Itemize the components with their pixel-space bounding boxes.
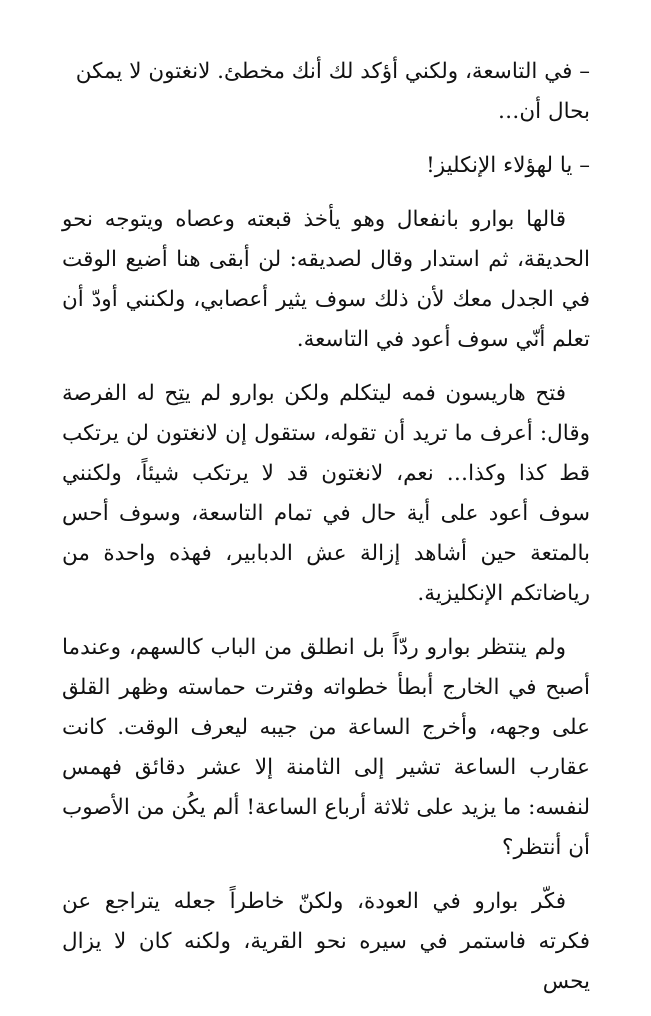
paragraph-dialogue-2: – يا لهؤلاء الإنكليز!	[426, 153, 590, 178]
paragraph-dialogue-1: – في التاسعة، ولكني أؤكد لك أنك مخطئ. لانغتون لا يمكن بحال أن…	[75, 59, 590, 124]
paragraph-5: ولم ينتظر بوارو ردّاً بل انطلق من الباب كالسهم، وعندما أصبح في الخارج أبطأ خطواته وفترت حماسته وظهر القلق على وجهه، وأخرج الساعة من جيبه ليعرف الوقت. كانت عقارب الساعة تشير إلى الثامنة إلا عشر دقائق فهمس لنفسه: ما يزيد على ثلاثة أرباع الساعة! ألم يكُن من الأصوب أن أنتظر؟	[62, 635, 590, 860]
paragraph-4: فتح هاريسون فمه ليتكلم ولكن بوارو لم يتِح له الفرصة وقال: أعرف ما تريد أن تقوله، ستقول إن لانغتون لن يرتكب قط كذا وكذا… نعم، لانغتون قد لا يرتكب شيئاً، ولكنني سوف أعود على أية حال في تمام التاسعة، وسوف أحس بالمتعة حين أشاهد إزالة عش الدبابير، فهذه واحدة من رياضاتكم الإنكليزية.	[62, 381, 590, 606]
paragraph-6: فكّر بوارو في العودة، ولكنّ خاطراً جعله يتراجع عن فكرته فاستمر في سيره نحو القرية، ولكنه كان لا يزال يحس	[62, 889, 590, 994]
book-page	[62, 52, 590, 1016]
paragraph-3: قالها بوارو بانفعال وهو يأخذ قبعته وعصاه ويتوجه نحو الحديقة، ثم استدار وقال لصديقه: لن أبقى هنا أضيع الوقت في الجدل معك لأن ذلك سوف يثير أعصابي، ولكنني أودّ أن تعلم أنّي سوف أعود في التاسعة.	[62, 207, 590, 352]
